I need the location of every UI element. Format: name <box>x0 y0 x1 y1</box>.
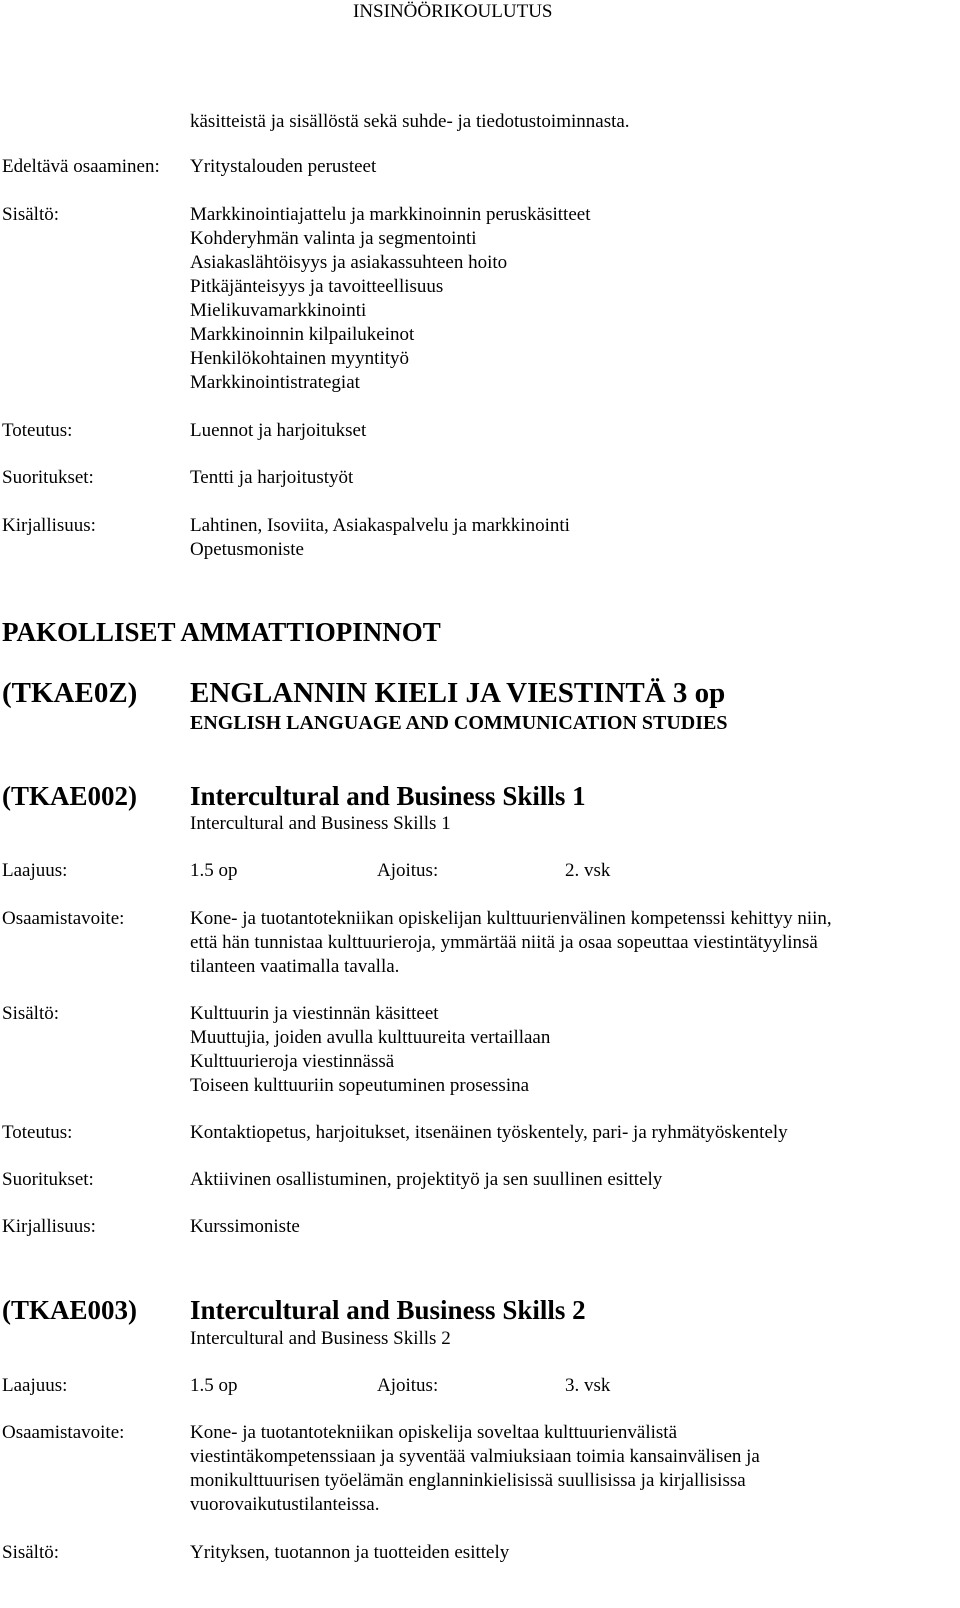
course1-completion-value: Aktiivinen osallistuminen, projektityö ja sen suullinen esittely <box>190 1169 663 1190</box>
section-title: PAKOLLISET AMMATTIOPINNOT <box>2 617 441 647</box>
content-tail: käsitteistä ja sisällöstä sekä suhde- ja tiedotustoiminnasta. <box>190 111 630 132</box>
text-line: vuorovaikutustilanteissa. <box>190 1494 380 1515</box>
course1-content-list <box>190 1002 550 1098</box>
list-item: Lahtinen, Isoviita, Asiakaspalvelu ja markkinointi <box>190 515 570 536</box>
text-line: että hän tunnistaa kulttuurieroja, ymmärtää niitä ja osaa sopeuttaa viestintätyylinsä <box>190 932 818 953</box>
course2-subtitle: Intercultural and Business Skills 2 <box>190 1328 451 1349</box>
list-item: Markkinointistrategiat <box>190 372 360 393</box>
list-item: Markkinoinnin kilpailukeinot <box>190 324 415 345</box>
course1-subtitle: Intercultural and Business Skills 1 <box>190 813 451 834</box>
list-item: Henkilökohtainen myyntityö <box>190 348 410 369</box>
list-item: Muuttujia, joiden avulla kulttuureita vertaillaan <box>190 1027 551 1048</box>
list-item: Toiseen kulttuuriin sopeutuminen prosessina <box>190 1075 530 1096</box>
course2-objectives-label: Osaamistavoite: <box>2 1422 125 1443</box>
text-line: Kone- ja tuotantotekniikan opiskelija soveltaa kulttuurienvälistä <box>190 1422 678 1443</box>
course2-code: (TKAE003) <box>2 1295 137 1325</box>
literature-label: Kirjallisuus: <box>2 515 96 536</box>
implementation-value: Luennot ja harjoitukset <box>190 420 367 441</box>
course1-timing-label: Ajoitus: <box>377 860 439 881</box>
course2-timing-label: Ajoitus: <box>377 1375 439 1396</box>
text-line: tilanteen vaatimalla tavalla. <box>190 956 400 977</box>
module-title: ENGLANNIN KIELI JA VIESTINTÄ 3 op <box>190 677 726 709</box>
module-code: (TKAE0Z) <box>2 677 138 709</box>
course1-scope-value: 1.5 op <box>190 860 238 881</box>
list-item: Opetusmoniste <box>190 539 304 560</box>
text-line: viestintäkompetenssiaan ja syventää valmiuksiaan toimia kansainvälisen ja <box>190 1446 760 1467</box>
literature-list <box>190 514 570 562</box>
course2-content-first: Yrityksen, tuotannon ja tuotteiden esittely <box>190 1542 510 1563</box>
course1-content-label: Sisältö: <box>2 1003 60 1024</box>
content-label: Sisältö: <box>2 204 60 225</box>
course1-title: Intercultural and Business Skills 1 <box>190 781 586 811</box>
course2-scope-value: 1.5 op <box>190 1375 238 1396</box>
prerequisite-label: Edeltävä osaaminen: <box>2 156 160 177</box>
course1-objectives-label: Osaamistavoite: <box>2 908 125 929</box>
course2-timing-value: 3. vsk <box>565 1375 611 1396</box>
list-item: Mielikuvamarkkinointi <box>190 300 367 321</box>
course1-timing-value: 2. vsk <box>565 860 611 881</box>
course1-implementation-label: Toteutus: <box>2 1122 73 1143</box>
course2-scope-label: Laajuus: <box>2 1375 68 1396</box>
course1-code: (TKAE002) <box>2 781 137 811</box>
module-subtitle: ENGLISH LANGUAGE AND COMMUNICATION STUDIES <box>190 712 728 734</box>
page-header: INSINÖÖRIKOULUTUS <box>353 1 553 22</box>
completion-label: Suoritukset: <box>2 467 94 488</box>
content-list <box>190 203 590 395</box>
list-item: Asiakaslähtöisyys ja asiakassuhteen hoito <box>190 252 508 273</box>
course1-scope-label: Laajuus: <box>2 860 68 881</box>
text-line: monikulttuurisen työelämän englanninkielisissä suullisissa ja kirjallisissa <box>190 1470 746 1491</box>
implementation-label: Toteutus: <box>2 420 73 441</box>
list-item: Kulttuurieroja viestinnässä <box>190 1051 395 1072</box>
text-line: Kone- ja tuotantotekniikan opiskelijan kulttuurienvälinen kompetenssi kehittyy niin, <box>190 908 832 929</box>
prerequisite-value: Yritystalouden perusteet <box>190 156 377 177</box>
course2-content-label: Sisältö: <box>2 1542 60 1563</box>
list-item: Pitkäjänteisyys ja tavoitteellisuus <box>190 276 444 297</box>
completion-value: Tentti ja harjoitustyöt <box>190 467 354 488</box>
list-item: Kohderyhmän valinta ja segmentointi <box>190 228 477 249</box>
course2-objectives <box>190 1421 760 1517</box>
list-item: Kulttuurin ja viestinnän käsitteet <box>190 1003 439 1024</box>
course1-literature-label: Kirjallisuus: <box>2 1216 96 1237</box>
course1-objectives <box>190 907 832 979</box>
course1-literature-value: Kurssimoniste <box>190 1216 300 1237</box>
course1-completion-label: Suoritukset: <box>2 1169 94 1190</box>
list-item: Markkinointiajattelu ja markkinoinnin peruskäsitteet <box>190 204 591 225</box>
course2-title: Intercultural and Business Skills 2 <box>190 1295 586 1325</box>
course1-implementation-value: Kontaktiopetus, harjoitukset, itsenäinen työskentely, pari- ja ryhmätyöskentely <box>190 1122 788 1143</box>
